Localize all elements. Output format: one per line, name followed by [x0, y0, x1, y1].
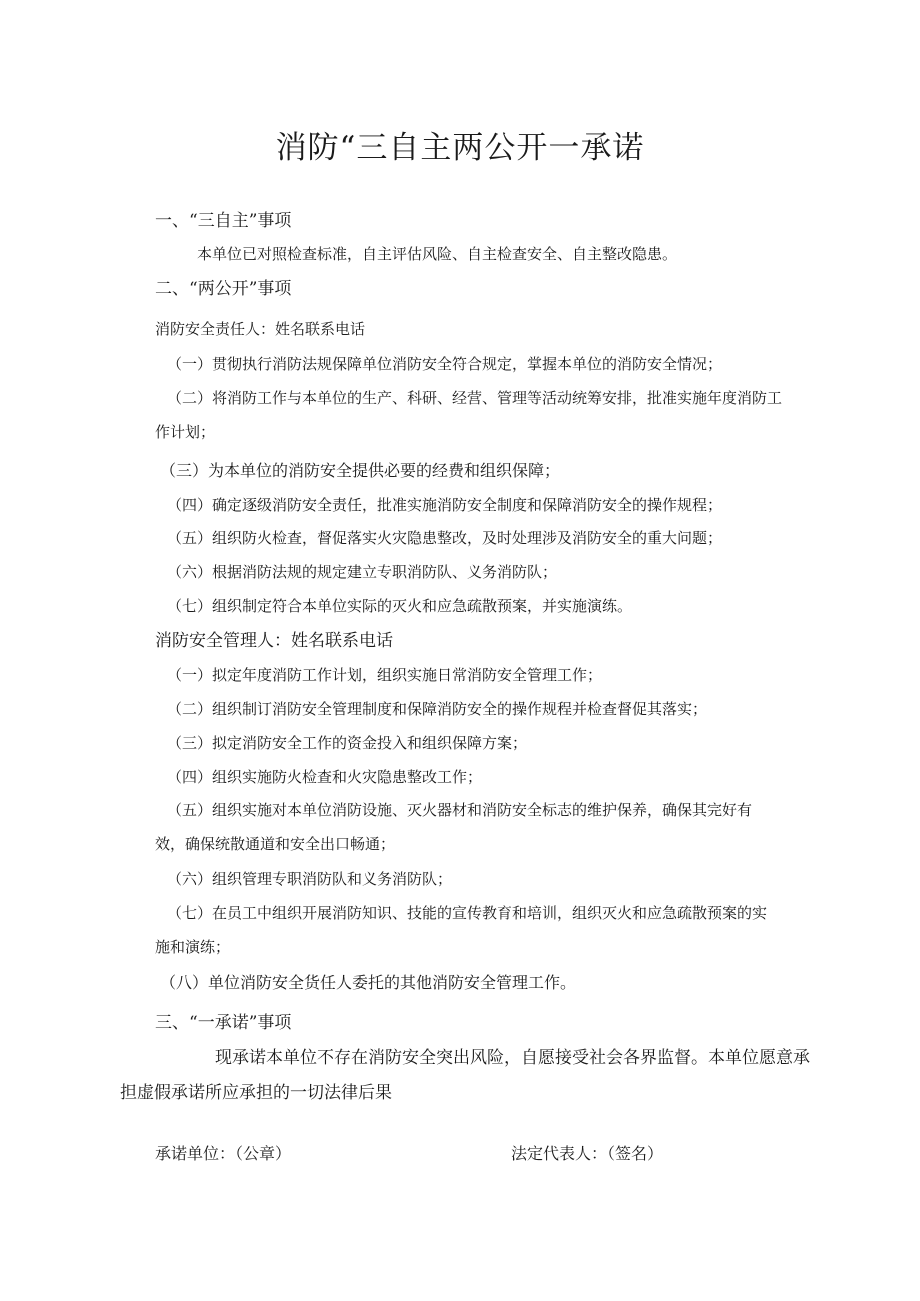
list-item: （四）确定逐级消防安全责任，批准实施消防安全制度和保障消防安全的操作规程； [167, 496, 723, 514]
section-3-heading: 三、“一承诺”事项 [155, 1013, 292, 1033]
page-title: 消防“三自主两公开一承诺 [275, 130, 645, 166]
list-item: 施和演练； [155, 938, 231, 956]
list-item: （八）单位消防安全货任人委托的其他消防安全管理工作。 [160, 973, 577, 992]
list-item: （二）组织制订消防安全管理制度和保障消防安全的操作规程并检查督促其落实； [167, 700, 708, 718]
list-item: 作计划； [155, 423, 216, 441]
list-item: （七）在员工中组织开展消防知识、技能的宣传教育和培训，组织灭火和应急疏散预案的实 [167, 904, 768, 922]
list-item: （六）根据消防法规的规定建立专职消防队、义务消防队； [167, 563, 558, 581]
signature-unit-label: 承诺单位：（公章） [155, 1144, 292, 1163]
list-item: （一）贯彻执行消防法规保障单位消防安全符合规定，掌握本单位的消防安全情况； [167, 355, 723, 373]
section-3-body-line-1: 现承诺本单位不存在消防安全突出风险，自愿接受社会各界监督。本单位愿意承 [215, 1048, 810, 1068]
signature-representative-label: 法定代表人：（签名） [511, 1144, 664, 1163]
list-item: （三）为本单位的消防安全提供必要的经费和组织保障； [160, 461, 561, 480]
list-item: （五）组织防火检查，督促落实火灾隐患整改，及时处理涉及消防安全的重大问题； [167, 529, 723, 547]
section-1-heading: 一、“三自主”事项 [155, 211, 292, 231]
manager-heading: 消防安全管理人：姓名联系电话 [155, 631, 393, 651]
list-item: （七）组织制定符合本单位实际的灭火和应急疏散预案，并实施演练。 [167, 597, 633, 615]
list-item: 效，确保统散通道和安全出口畅通； [155, 835, 396, 853]
responsible-person-heading: 消防安全责任人：姓名联系电话 [155, 320, 366, 338]
list-item: （五）组织实施对本单位消防设施、灭火器材和消防安全标志的维护保养，确保其完好有 [167, 801, 753, 819]
list-item: （四）组织实施防火检查和火灾隐患整改工作； [167, 768, 483, 786]
list-item: （二）将消防工作与本单位的生产、科研、经营、管理等活动统筹安排，批准实施年度消防工 [167, 389, 783, 407]
list-item: （一）拟定年度消防工作计划，组织实施日常消防安全管理工作； [167, 666, 603, 684]
section-3-body-line-2: 担虚假承诺所应承担的一切法律后果 [120, 1083, 392, 1103]
section-2-heading: 二、“两公开”事项 [155, 279, 292, 299]
list-item: （六）组织管理专职消防队和义务消防队； [167, 870, 453, 888]
section-1-body: 本单位已对照检查标准，自主评估风险、自主检查安全、自主整改隐患。 [197, 245, 678, 263]
list-item: （三）拟定消防安全工作的资金投入和组织保障方案； [167, 734, 528, 752]
